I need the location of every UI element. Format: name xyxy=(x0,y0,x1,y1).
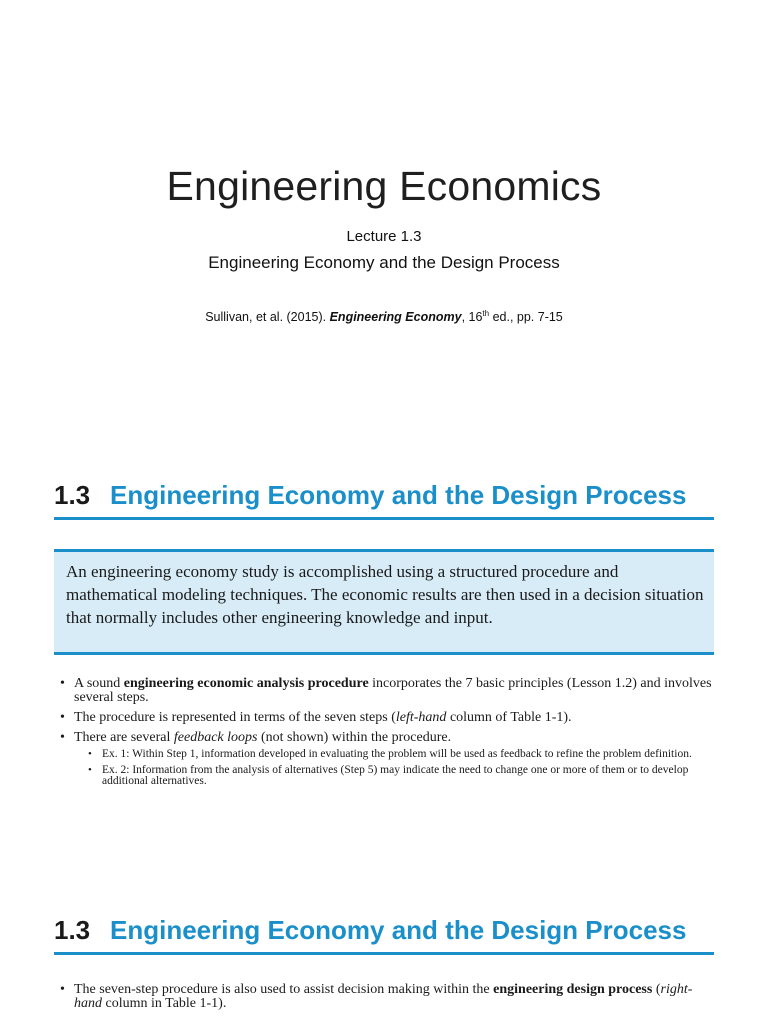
section-header xyxy=(54,480,714,520)
bullet-text: The seven-step procedure is also used to assist decision making within the xyxy=(74,982,494,997)
slide-title: Engineering Economics xyxy=(166,163,602,209)
citation-edition-sup: th xyxy=(482,309,490,318)
section-header xyxy=(54,915,714,955)
section-number: 1.3 xyxy=(54,915,91,945)
section-title: Engineering Economy and the Design Process xyxy=(110,915,687,945)
list-item xyxy=(56,677,716,705)
callout-text: An engineering economy study is accomplished using a structured procedure and mathematical modeling techniques. The economic results are then used in a decision situation that normally includes other engineering knowledge and input. xyxy=(66,562,704,627)
bullet-text: A sound xyxy=(74,676,124,691)
citation-authors: Sullivan, et al. (2015). xyxy=(205,310,330,325)
sub-list-item: • Ex. 2: Information from the analysis of alternatives (Step 5) may indicate the need to change one or more of them or to develop additional alternatives. xyxy=(74,765,716,787)
bullet-text: The procedure is represented in terms of the seven steps ( xyxy=(74,710,396,725)
definition-callout xyxy=(54,549,714,655)
bullet-text: ( xyxy=(652,982,661,997)
citation-edition-rest: ed., pp. 7-15 xyxy=(489,310,563,325)
lecture-number: Lecture 1.3 xyxy=(346,228,422,245)
citation-edition-num: , 16 xyxy=(461,310,483,325)
list-item xyxy=(56,983,716,1011)
bullet-text: incorporates the 7 basic principles (Lesson 1.2) and involves several steps. xyxy=(74,676,712,705)
bullet-text: There are several xyxy=(74,730,174,745)
section-number: 1.3 xyxy=(54,480,91,510)
sub-bullet-list xyxy=(74,749,716,787)
bullet-text: (not shown) within the procedure. xyxy=(257,730,452,745)
bullet-list xyxy=(56,677,716,793)
bullet-text: column in Table 1-1). xyxy=(102,996,227,1011)
list-item xyxy=(56,711,716,725)
lecture-subtitle: Engineering Economy and the Design Process xyxy=(208,253,560,272)
bullet-italic: feedback loops xyxy=(173,730,258,745)
section-divider xyxy=(54,517,714,520)
sub-list-item: • Ex. 1: Within Step 1, information developed in evaluating the problem will be used as feedback to refine the problem definition. xyxy=(74,749,716,760)
bullet-italic: left-hand xyxy=(395,710,447,725)
bullet-bold: engineering economic analysis procedure xyxy=(123,676,369,691)
bullet-list xyxy=(56,983,716,1017)
list-item xyxy=(56,731,716,787)
section-title: Engineering Economy and the Design Process xyxy=(110,480,687,510)
bullet-bold: engineering design process xyxy=(493,982,653,997)
citation-book: Engineering Economy xyxy=(329,310,462,325)
bullet-italic: right-hand xyxy=(74,982,693,1011)
citation xyxy=(0,309,768,324)
bullet-text: column of Table 1-1). xyxy=(446,710,572,725)
section-divider xyxy=(54,952,714,955)
